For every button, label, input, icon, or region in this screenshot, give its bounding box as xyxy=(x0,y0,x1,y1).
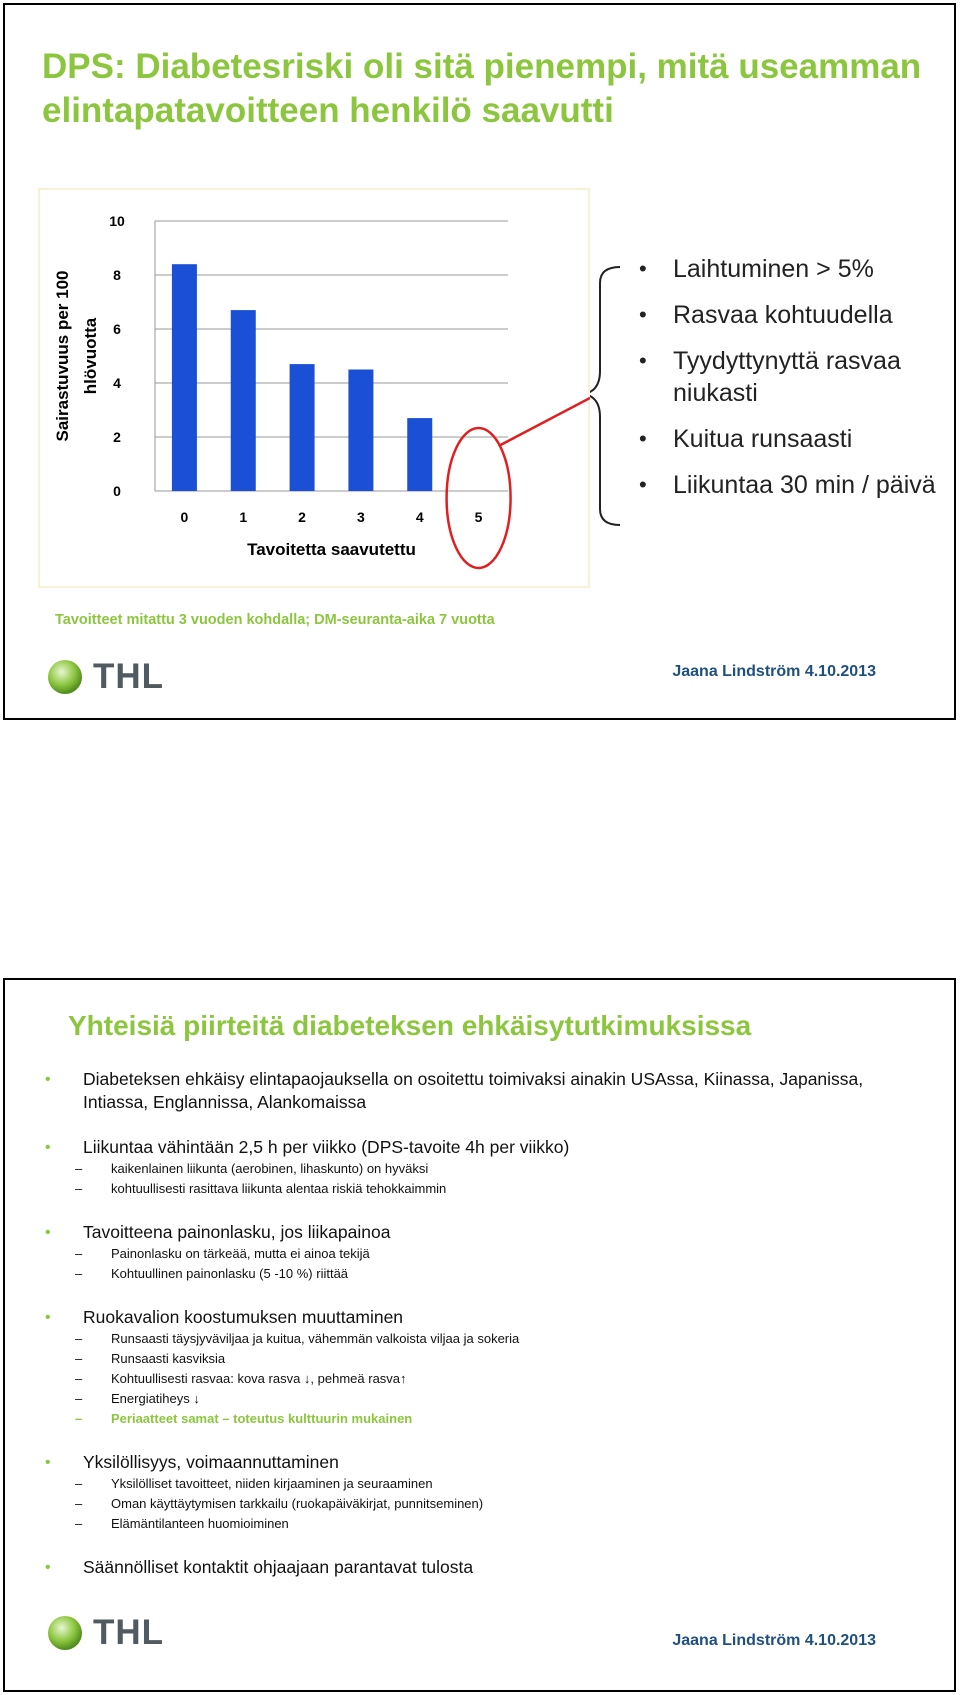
y-tick-label: 8 xyxy=(113,267,121,283)
bullet-icon: • xyxy=(45,1559,51,1576)
thl-sphere-icon xyxy=(41,1613,89,1653)
sub-item: – Energiatiheys ↓ xyxy=(75,1391,200,1406)
x-tick-label: 2 xyxy=(298,509,306,525)
goal-item: • Liikuntaa 30 min / päivä xyxy=(639,471,936,499)
goal-item: • Rasvaa kohtuudella xyxy=(639,301,893,329)
y-axis-label-line: hlövuotta xyxy=(81,317,100,395)
y-axis-label-line: Sairastuvuus per 100 xyxy=(53,270,72,442)
sub-item: – kohtuullisesti rasittava liikunta alentaa riskiä tehokkaimmin xyxy=(75,1181,447,1196)
bullet-item xyxy=(45,1068,925,1114)
bullet-item xyxy=(45,1451,925,1534)
thl-logo: THL xyxy=(41,657,164,697)
bullet-text: Tavoitteena painonlasku, jos liikapainoa xyxy=(83,1222,391,1242)
x-tick-label: 4 xyxy=(415,509,424,525)
bar-chart xyxy=(38,188,590,588)
goal-item: • Laihtuminen > 5% xyxy=(639,255,874,283)
bullet-item xyxy=(45,1306,925,1429)
x-tick-label: 5 xyxy=(474,509,483,525)
thl-logo: THL xyxy=(41,1613,164,1653)
author-date: Jaana Lindström 4.10.2013 xyxy=(672,663,876,680)
bullet-text: Liikuntaa vähintään 2,5 h per viikko (DPS-tavoite 4h per viikko) xyxy=(83,1137,570,1157)
sub-item: – Periaatteet samat – toteutus kulttuurin mukainen xyxy=(75,1411,413,1426)
bullet-item xyxy=(45,1136,925,1199)
goals-list xyxy=(639,253,949,515)
y-tick-label: 0 xyxy=(113,483,121,499)
bullet-icon: • xyxy=(45,1309,51,1326)
x-tick-label: 1 xyxy=(239,509,248,525)
slide-1-title: DPS: Diabetesriski oli sitä pienempi, mitä useamman elintapatavoitteen henkilö saavutti xyxy=(42,47,922,130)
sub-item: – Oman käyttäytymisen tarkkailu (ruokapäiväkirjat, punnitseminen) xyxy=(75,1496,484,1511)
bullet-text: Säännölliset kontaktit ohjaajaan parantavat tulosta xyxy=(83,1557,474,1577)
slide-2 xyxy=(3,978,956,1692)
x-tick-label: 0 xyxy=(180,509,189,525)
sub-item: – Kohtuullisesti rasvaa: kova rasva ↓, pehmeä rasva↑ xyxy=(75,1371,407,1386)
curly-brace xyxy=(590,263,640,533)
bullet-icon: • xyxy=(45,1224,51,1241)
author-date: Jaana Lindström 4.10.2013 xyxy=(672,1632,876,1649)
sub-item: – Painonlasku on tärkeää, mutta ei ainoa tekijä xyxy=(75,1246,370,1261)
bar xyxy=(407,418,432,491)
bar xyxy=(231,310,256,491)
bar xyxy=(290,364,315,491)
sub-item: – Kohtuullinen painonlasku (5 -10 %) riittää xyxy=(75,1266,349,1281)
y-axis-label xyxy=(53,270,100,441)
connector-line xyxy=(499,398,590,446)
bullet-text: Yksilöllisyys, voimaannuttaminen xyxy=(83,1452,339,1472)
bar xyxy=(172,264,197,491)
x-axis-label: Tavoitetta saavutettu xyxy=(247,540,416,559)
x-tick-label: 3 xyxy=(357,509,365,525)
sub-item: – Elämäntilanteen huomioiminen xyxy=(75,1516,289,1531)
highlight-ellipse xyxy=(447,428,511,568)
slide-2-title: Yhteisiä piirteitä diabeteksen ehkäisytutkimuksissa xyxy=(68,1010,752,1041)
bullet-icon: • xyxy=(45,1454,51,1471)
goal-item: • Kuitua runsaasti xyxy=(639,425,853,453)
bullet-text: Diabeteksen ehkäisy elintapaojauksella on osoitettu toimivaksi ainakin USAssa, Kiinassa, Japanissa, Intiassa, Englannissa, Alankomaissa xyxy=(83,1069,864,1112)
bullet-icon: • xyxy=(45,1139,51,1156)
slide-1 xyxy=(3,3,956,720)
sub-item: – Runsaasti täysjyväviljaa ja kuitua, vähemmän valkoista viljaa ja sokeria xyxy=(75,1331,520,1346)
y-tick-label: 2 xyxy=(113,429,121,445)
sub-item: – Runsaasti kasviksia xyxy=(75,1351,226,1366)
goal-item: • Tyydyttynyttä rasvaa niukasti xyxy=(639,347,901,407)
sub-item: – kaikenlainen liikunta (aerobinen, lihaskunto) on hyväksi xyxy=(75,1161,429,1176)
footnote: Tavoitteet mitattu 3 vuoden kohdalla; DM-seuranta-aika 7 vuotta xyxy=(55,612,495,628)
y-tick-label: 6 xyxy=(113,321,121,337)
thl-sphere-icon xyxy=(41,657,89,697)
bar xyxy=(348,370,373,492)
bullet-list xyxy=(45,1068,925,1579)
sub-item: – Yksilölliset tavoitteet, niiden kirjaaminen ja seuraaminen xyxy=(75,1476,433,1491)
bullet-item xyxy=(45,1556,925,1579)
bullet-text: Ruokavalion koostumuksen muuttaminen xyxy=(83,1307,404,1327)
y-tick-label: 10 xyxy=(109,213,125,229)
y-tick-label: 4 xyxy=(113,375,121,391)
bullet-icon: • xyxy=(45,1071,51,1088)
bullet-item xyxy=(45,1221,925,1284)
